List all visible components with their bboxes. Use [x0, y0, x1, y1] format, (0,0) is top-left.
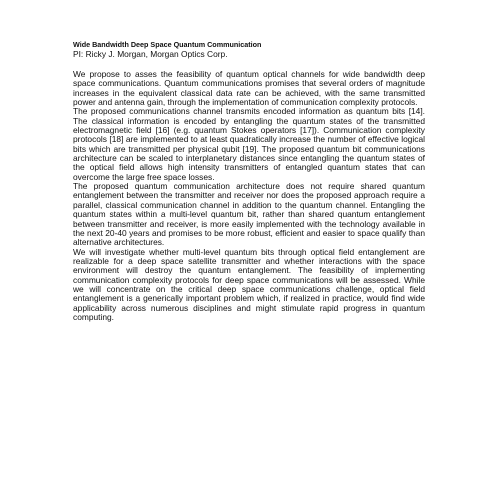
document-page: [73, 40, 425, 322]
principal-investigator-line: PI: Ricky J. Morgan, Morgan Optics Corp.: [73, 49, 228, 59]
paragraph-architecture: The proposed quantum communication architecture does not require shared quantum entanglement between the transmitter and receiver nor does the proposed approach require a parallel, classical communication channel in addition to the quantum channel. Entangling the quantum states within a multi-level quantum bit, rather than shared quantum entanglement between transmitter and receiver, is more easily implemented with the technology available in the next 20-40 years and promises to be more robust, efficient and easier to space qualify than alternative architectures.: [73, 181, 425, 248]
paragraph-investigation: We will investigate whether multi-level quantum bits through optical field entanglement are realizable for a deep space satellite transmitter and whether interactions with the space environment will destroy the quantum entanglement. The feasibility of implementing communication complexity protocols for deep space communications will be assessed. While we will concentrate on the critical deep space communications challenge, optical field entanglement is a generically important problem which, if realized in practice, would find wide applicability across numerous disciplines and might stimulate rapid progress in quantum computing.: [73, 246, 425, 322]
document-title: Wide Bandwidth Deep Space Quantum Communication: [73, 40, 262, 49]
paragraph-intro: We propose to asses the feasibility of quantum optical channels for wide bandwidth deep space communications. Quantum communications promises that several orders of magnitude increases in the equivalent classical data rate can be achieved, with the same transmitted power and antenna gain, through the implementation of communication complexity protocols.: [73, 69, 425, 108]
paragraph-channel: The proposed communications channel transmits encoded information as quantum bits [14]. The classical information is encoded by entangling the quantum states of the transmitted electromagnetic field [16] (e.g. quantum Stokes operators [17]). Communication complexity protocols [18] are implemented to at least quadratically increase the number of effective logical bits which are transmitted per physical qubit [19]. The proposed quantum bit communications architecture can be scaled to interplanetary distances since entangling the quantum states of the optical field allows high intensity transmitters of entangled quantum states that can overcome the large free space losses.: [73, 106, 425, 182]
